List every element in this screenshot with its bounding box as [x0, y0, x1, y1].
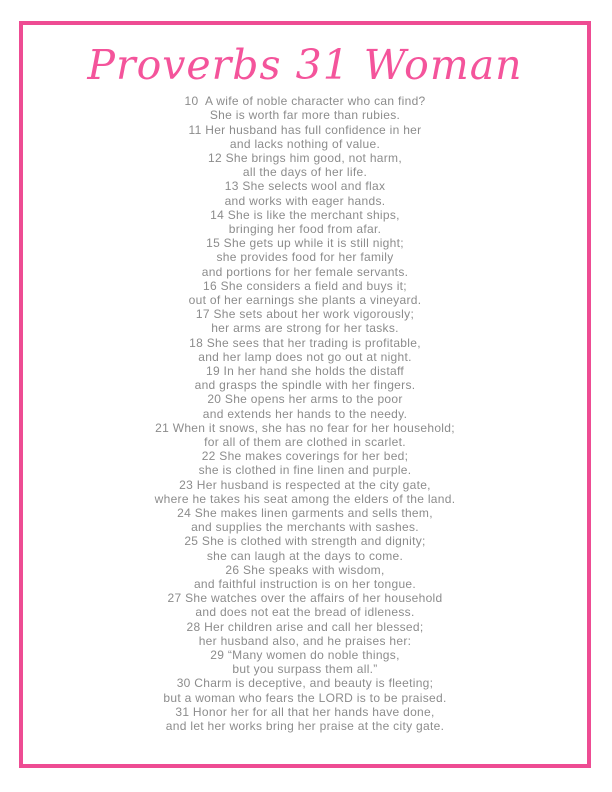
page-border-frame [19, 21, 591, 768]
verse-line: and faithful instruction is on her tongue. [193, 577, 417, 591]
verse-line: all the days of her life. [242, 165, 368, 180]
verse-text-block [23, 94, 587, 733]
verse-line: her arms are strong for her tasks. [211, 321, 399, 336]
verse-line: 11 Her husband has full confidence in her [188, 122, 422, 137]
verse-line: 28 Her children arise and call her blessed; [186, 619, 424, 634]
verse-line: and supplies the merchants with sashes. [191, 520, 419, 535]
verse-line: 27 She watches over the affairs of her household [167, 591, 443, 606]
verse-line: 20 She opens her arms to the poor [207, 392, 403, 407]
verse-line: 12 She brings him good, not harm, [207, 150, 402, 165]
verse-line: 18 She sees that her trading is profitable, [189, 335, 421, 350]
verse-line: 13 She selects wool and flax [224, 179, 386, 194]
verse-line: and her lamp does not go out at night. [198, 349, 412, 364]
verse-line: 23 Her husband is respected at the city gate, [179, 477, 431, 492]
verse-line: her husband also, and he praises her: [198, 633, 412, 648]
verse-line: 31 Honor her for all that her hands have done, [175, 704, 435, 719]
verse-line: and lacks nothing of value. [229, 136, 381, 151]
verse-line: 24 She makes linen garments and sells them, [177, 505, 433, 520]
verse-line: bringing her food from afar. [228, 221, 382, 236]
verse-line: and extends her hands to the needy. [202, 406, 408, 421]
page-title: Proverbs 31 Woman [87, 41, 523, 89]
verse-line: and let her works bring her praise at the city gate. [165, 719, 445, 734]
verse-line: 30 Charm is deceptive, and beauty is fleeting; [176, 676, 434, 691]
verse-line: she can laugh at the days to come. [206, 548, 404, 563]
verse-line: 21 When it snows, she has no fear for her household; [155, 420, 455, 435]
verse-line: 10 A wife of noble character who can find? [184, 94, 426, 109]
verse-line: 16 She considers a field and buys it; [203, 278, 407, 293]
verse-line: 14 She is like the merchant ships, [210, 207, 400, 222]
verse-line: she provides food for her family [216, 250, 394, 265]
verse-line: but a woman who fears the LORD is to be praised. [163, 690, 447, 705]
verse-line: 15 She gets up while it is still night; [206, 236, 404, 251]
verse-line: 22 She makes coverings for her bed; [201, 449, 409, 464]
verse-line: but you surpass them all.” [232, 662, 378, 677]
verse-line: she is clothed in fine linen and purple. [198, 463, 412, 478]
verse-line: and grasps the spindle with her fingers. [194, 378, 416, 393]
verse-line: She is worth far more than rubies. [209, 108, 401, 123]
verse-line: 17 She sets about her work vigorously; [195, 307, 415, 322]
verse-line: 26 She speaks with wisdom, [225, 562, 385, 577]
verse-line: 19 In her hand she holds the distaff [205, 363, 405, 378]
verse-line: out of her earnings she plants a vineyard. [188, 292, 422, 307]
verse-line: where he takes his seat among the elders of the land. [154, 491, 456, 506]
verse-line: and does not eat the bread of idleness. [195, 605, 415, 620]
verse-line: and works with eager hands. [224, 193, 386, 208]
verse-line: 25 She is clothed with strength and dignity; [184, 534, 426, 549]
verse-line: and portions for her female servants. [201, 264, 409, 279]
verse-line: 29 “Many women do noble things, [210, 648, 400, 663]
verse-line: for all of them are clothed in scarlet. [204, 434, 406, 449]
